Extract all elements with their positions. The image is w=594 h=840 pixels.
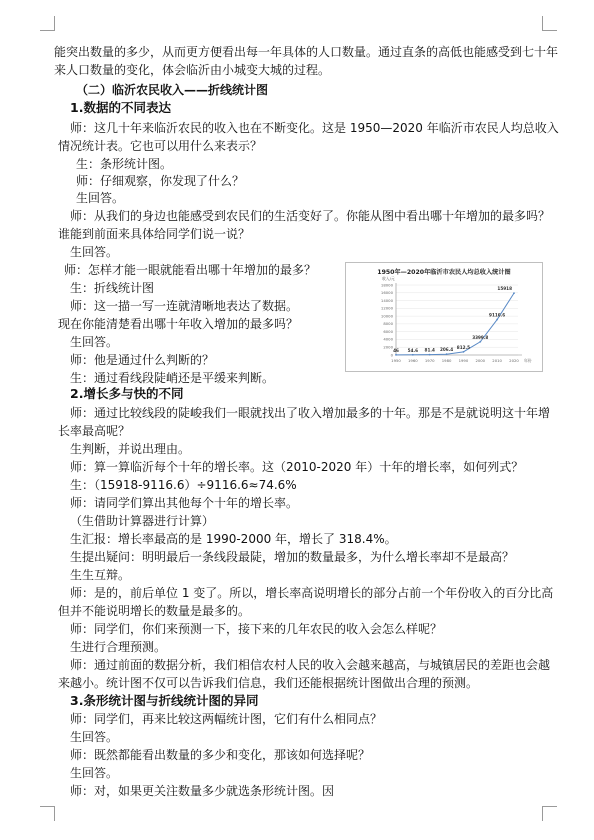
paragraph-line: 师：同学们，再来比较这两幅统计图，它们有什么相同点？ <box>70 712 383 726</box>
paragraph-line: 生：（15918-9116.6）÷9116.6≈74.6% <box>70 478 297 492</box>
x-tick-label: 1970 <box>424 358 435 363</box>
paragraph-line: 师：是的，前后单位 1 变了。所以，增长率高说明增长的部分占前一个年份收入的百分比高 <box>70 586 554 600</box>
paragraph-line: 生生互辩。 <box>70 568 131 582</box>
subsection-heading: 2.增长多与快的不同 <box>70 386 184 401</box>
y-tick-label: 18000 <box>380 282 393 288</box>
paragraph-line: 师：怎样才能一眼就能看出哪十年增加的最多？ <box>64 263 317 277</box>
paragraph-line: 师：既然都能看出数量的多少和变化，那该如何选择呢？ <box>70 748 371 762</box>
paragraph-line: 谁能到前面来具体给同学们说一说？ <box>58 227 251 241</box>
page-corner-mark <box>542 16 557 31</box>
paragraph-line: 来越小。统计图不仅可以告诉我们信息，我们还能根据统计图做出合理的预测。 <box>58 676 479 690</box>
paragraph-line: 生回答。 <box>70 245 119 259</box>
x-tick-label: 1990 <box>458 358 469 363</box>
y-tick-label: 2000 <box>383 344 393 350</box>
data-label: 3399.8 <box>472 334 489 340</box>
chart-title: 1950年—2020年临沂市农民人均总收入统计图 <box>377 269 511 276</box>
data-point <box>513 292 515 294</box>
data-label: 46 <box>393 347 399 353</box>
data-label: 15918 <box>497 286 512 292</box>
paragraph-line: 师：同学们，你们来预测一下，接下来的几年农民的收入会怎么样呢？ <box>70 622 443 636</box>
paragraph-line: 但并不能说明增长的数量是最多的。 <box>58 604 251 618</box>
income-line-chart <box>345 262 543 372</box>
data-label: 206.4 <box>439 347 454 353</box>
y-tick-label: 12000 <box>380 305 393 311</box>
x-tick-label: 2000 <box>475 358 486 363</box>
y-tick-label: 10000 <box>380 313 393 319</box>
y-axis-label: 收入/元 <box>382 276 395 281</box>
data-point <box>479 341 481 343</box>
data-label: 81.4 <box>424 347 435 353</box>
data-label: 812.5 <box>456 344 471 350</box>
x-axis-label: 年份 <box>524 358 532 363</box>
paragraph-line: 生：通过看线段陡峭还是平缓来判断。 <box>70 371 275 385</box>
y-tick-label: 14000 <box>380 297 393 303</box>
paragraph-line: 师：通过比较线段的陡峻我们一眼就找出了收入增加最多的十年。那是不是就说明这十年增 <box>70 406 551 420</box>
paragraph-line: 情况统计表。它也可以用什么来表示？ <box>58 139 263 153</box>
paragraph-line: 师：从我们的身边也能感受到农民们的生活变好了。你能从图中看出哪十年增加的最多吗？ <box>70 209 551 223</box>
paragraph-line: 能突出数量的多少，从而更方便看出每一年具体的人口数量。通过直条的高低也能感受到七十年 <box>54 45 559 59</box>
paragraph-line: 长率最高呢？ <box>58 424 131 438</box>
paragraph-line: 师：仔细观察，你发现了什么？ <box>76 174 245 188</box>
data-label: 9116.6 <box>489 312 506 318</box>
paragraph-line: 生提出疑问：明明最后一条线段最陡，增加的数量最多，为什么增长率却不是最高？ <box>70 550 515 564</box>
data-point <box>496 319 498 321</box>
paragraph-line: 来人口数量的变化，体会临沂由小城变大城的过程。 <box>54 63 331 77</box>
paragraph-line: 生回答。 <box>70 766 119 780</box>
paragraph-line: 师：他是通过什么判断的？ <box>70 353 215 367</box>
y-tick-label: 8000 <box>383 321 393 327</box>
x-tick-label: 1950 <box>391 358 401 363</box>
y-tick-label: 6000 <box>383 328 393 334</box>
paragraph-line: （生借助计算器进行计算） <box>70 514 215 528</box>
paragraph-line: 生判断，并说出理由。 <box>70 442 191 456</box>
paragraph-line: 生回答。 <box>76 191 125 205</box>
x-tick-label: 1980 <box>441 358 452 363</box>
paragraph-line: 师：请同学们算出其他每个十年的增长率。 <box>70 496 299 510</box>
x-tick-label: 1960 <box>408 358 418 363</box>
paragraph-line: 生进行合理预测。 <box>70 640 167 654</box>
paragraph-line: 生：折线统计图 <box>70 281 155 295</box>
paragraph-line: 师：算一算临沂每个十年的增长率。这（2010-2020 年）十年的增长率，如何列式？ <box>70 460 524 474</box>
y-tick-label: 16000 <box>380 290 393 296</box>
data-point <box>429 354 431 356</box>
paragraph-line: 师：通过前面的数据分析，我们相信农村人民的收入会越来越高，与城镇居民的差距也会越 <box>70 658 551 672</box>
paragraph-line: 师：这一描一写一连就清晰地表达了数据。 <box>70 299 299 313</box>
page-corner-mark <box>542 806 557 821</box>
data-point <box>463 351 465 353</box>
x-tick-label: 2010 <box>492 358 502 363</box>
paragraph-line: 生：条形统计图。 <box>76 157 173 171</box>
data-point <box>446 353 448 355</box>
paragraph-line: 现在你能清楚看出哪十年收入增加的最多吗？ <box>58 317 299 331</box>
paragraph-line: 生回答。 <box>70 335 119 349</box>
paragraph-line: 生回答。 <box>70 730 119 744</box>
page-corner-mark <box>40 806 55 821</box>
y-tick-label: 0 <box>390 352 393 358</box>
subsection-heading: 3.条形统计图与折线统计图的异同 <box>70 693 259 708</box>
subsection-heading: 1.数据的不同表达 <box>70 100 171 115</box>
y-tick-label: 4000 <box>383 336 393 342</box>
data-point <box>395 354 397 356</box>
page-corner-mark <box>40 16 55 31</box>
section-heading: （二）临沂农民收入——折线统计图 <box>76 83 269 97</box>
x-tick-label: 2020 <box>509 358 519 363</box>
data-point <box>412 354 414 356</box>
data-label: 54.6 <box>407 347 419 353</box>
paragraph-line: 生汇报：增长率最高的是 1990-2000 年，增长了 318.4%。 <box>70 532 397 546</box>
paragraph-line: 师：对，如果更关注数量多少就选条形统计图。因 <box>70 784 335 798</box>
chart-canvas <box>346 263 542 371</box>
paragraph-line: 师：这几十年来临沂农民的收入也在不断变化。这是 1950—2020 年临沂市农民人均总收入 <box>70 121 559 135</box>
